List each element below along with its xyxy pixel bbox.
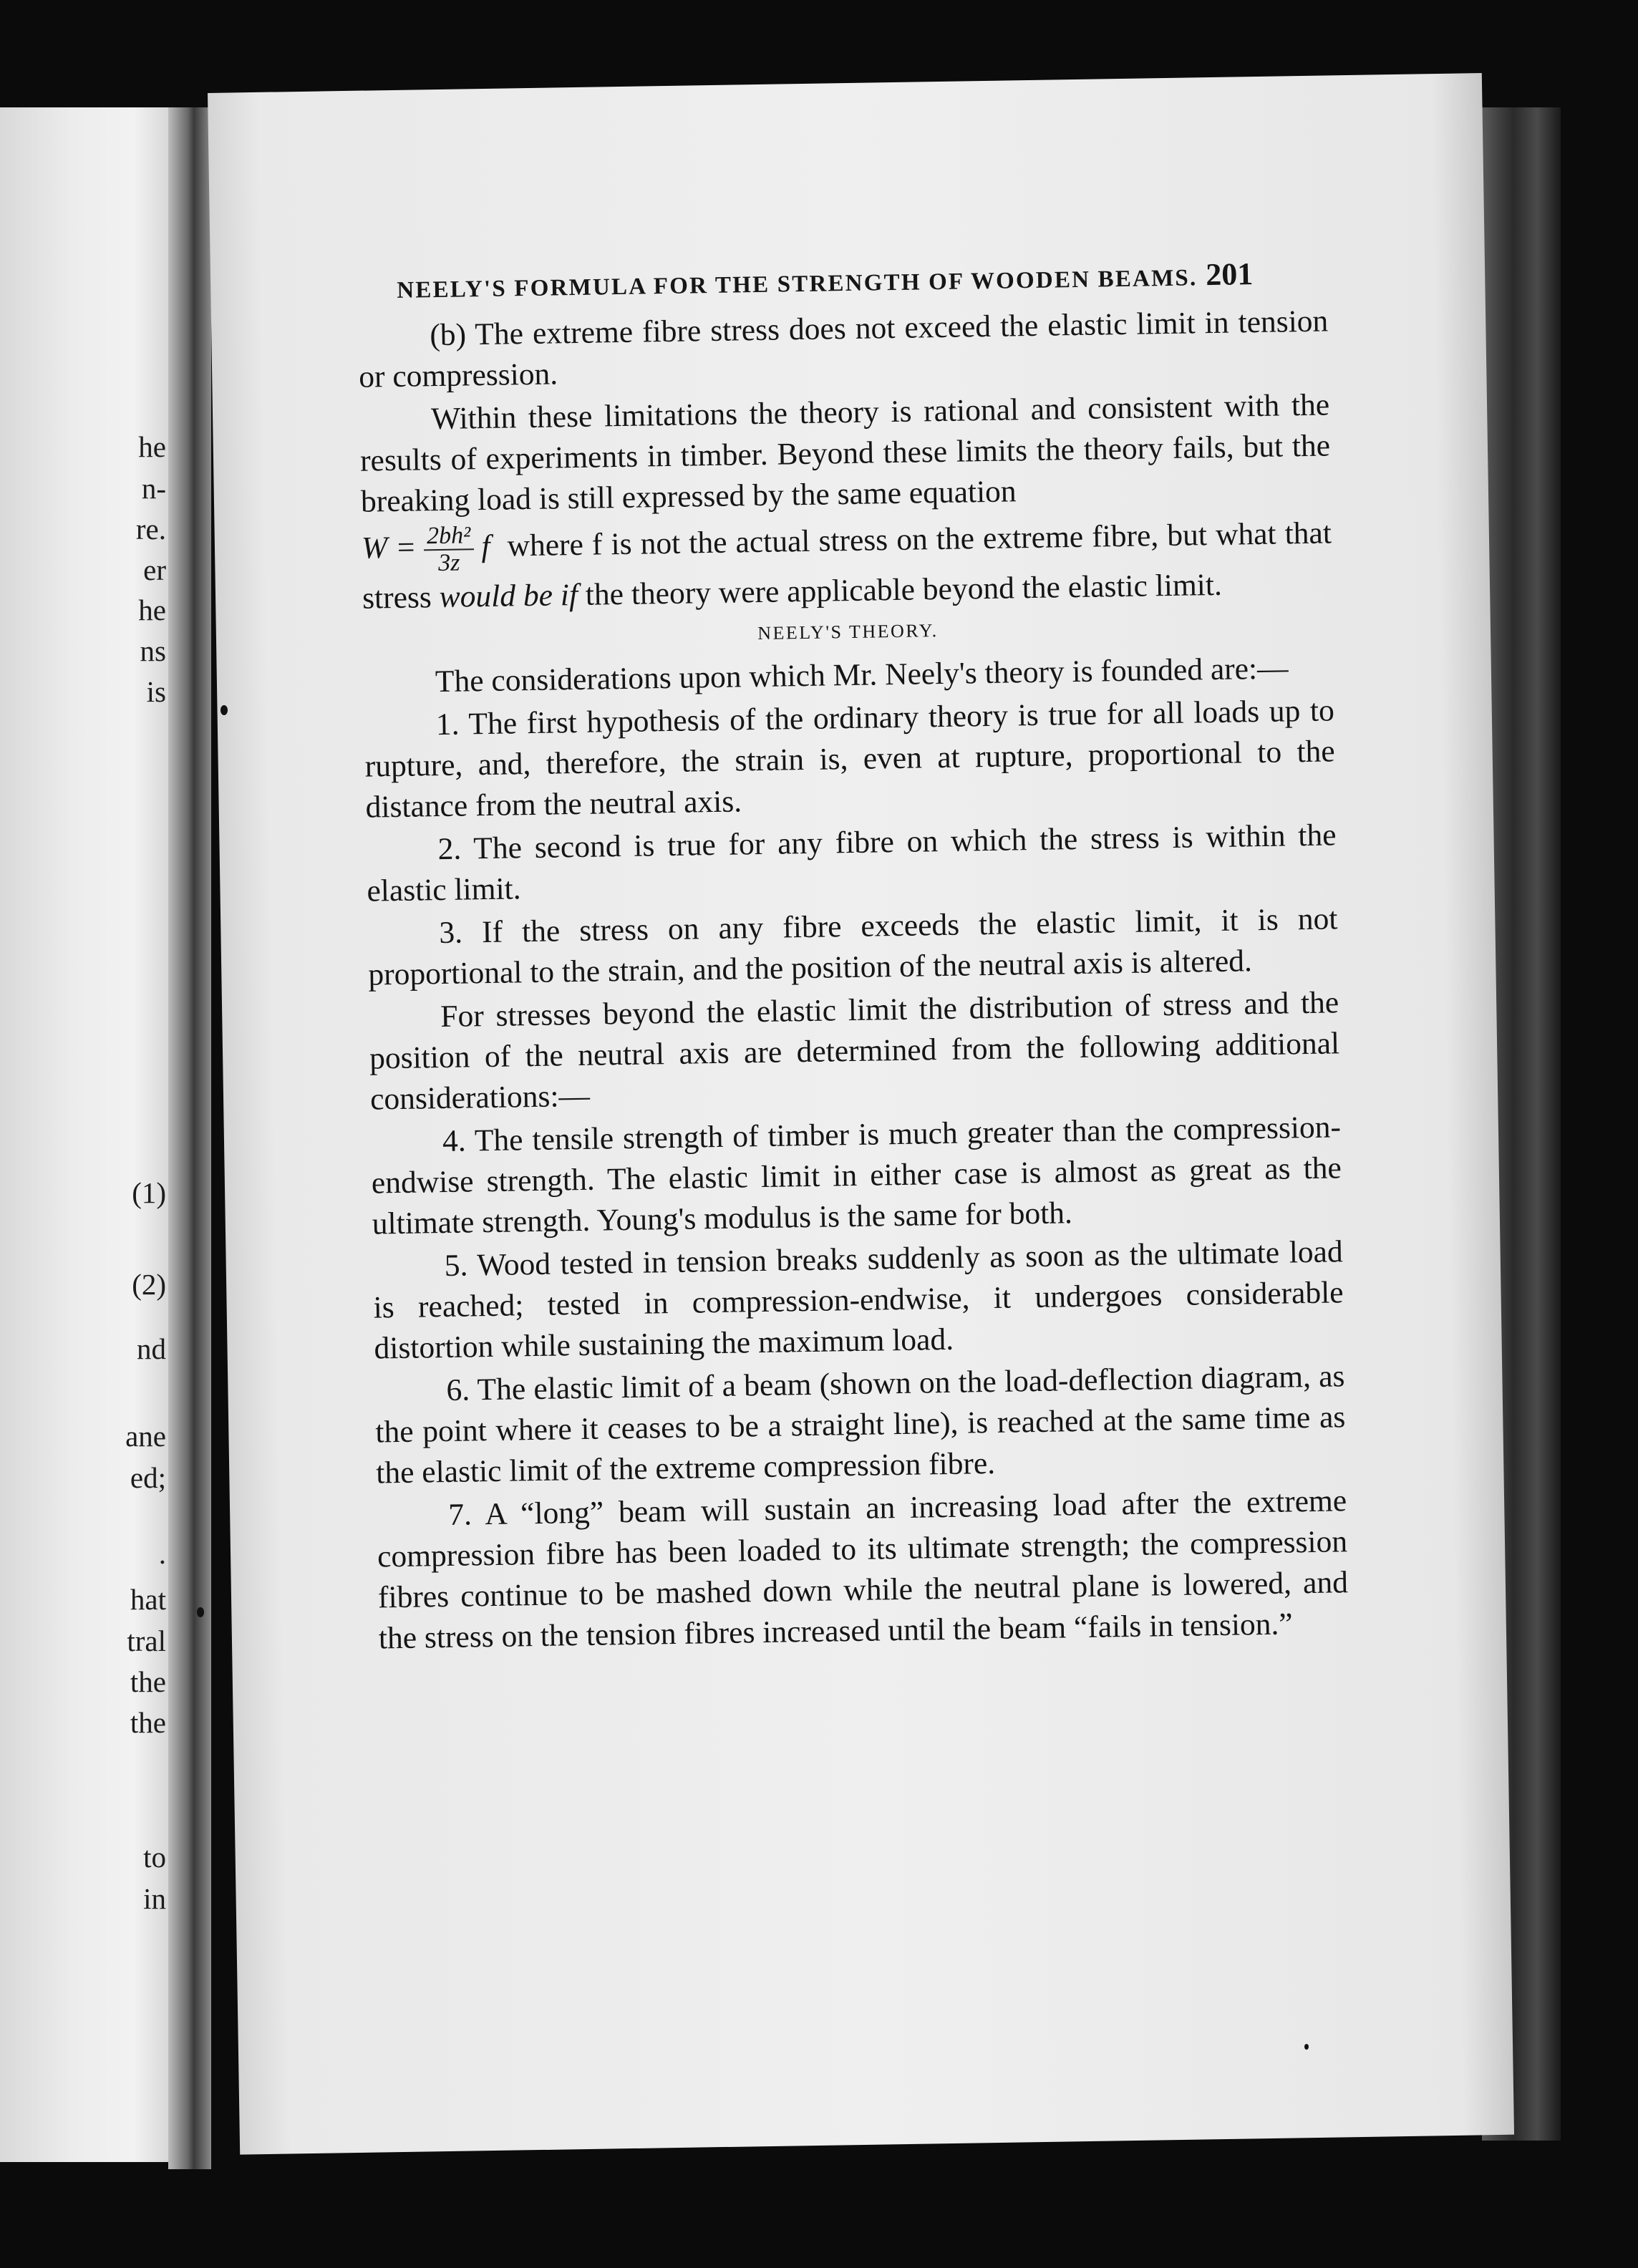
formula-factor: f	[481, 528, 490, 564]
left-page-fragment: (1)	[132, 1176, 166, 1209]
list-item: 1. The first hypothesis of the ordinary theory is true for all loads up to rupture, and, therefore, the strain is, even at rupture, proportional to the distance from the neutral axis.	[364, 693, 1336, 825]
page-number: 201	[1205, 256, 1254, 293]
formula-paragraph	[361, 509, 1332, 619]
left-page-fragment: (2)	[132, 1268, 166, 1301]
formula-explanation: where f is not the actual stress on the extreme fibre, but what that stress	[362, 515, 1332, 616]
book-page	[208, 73, 1514, 2155]
formula-fraction	[424, 523, 474, 576]
left-page-fragment: re.	[135, 513, 166, 546]
left-page-fragment: er	[143, 553, 166, 586]
list-item: 4. The tensile strength of timber is much greater than the compression-endwise strength. The elastic limit in either case is almost as great as the ultimate strength. Young's modulus is the same for both.	[371, 1110, 1342, 1241]
left-page-fragment: hat	[130, 1583, 166, 1616]
paragraph: For stresses beyond the elastic limit the distribution of stress and the position of the neutral axis are determined from the following additional considerations:—	[369, 985, 1340, 1117]
left-page-fragment: is	[146, 675, 166, 708]
left-page-fragment: ed;	[130, 1461, 166, 1494]
speck-mark	[1304, 2044, 1309, 2050]
left-page-fragment: the	[130, 1665, 166, 1698]
emphasis-text: would be if	[439, 577, 578, 615]
formula-explanation-tail: the theory were applicable beyond the elastic limit.	[585, 567, 1223, 612]
formula-denominator: 3z	[437, 549, 460, 577]
body-text	[358, 301, 1349, 1661]
beam-formula	[361, 523, 490, 578]
binding-hole-mark	[197, 1607, 204, 1617]
paragraph: The considerations upon which Mr. Neely's theory is founded are:—	[435, 651, 1289, 699]
left-page-fragment: .	[158, 1537, 166, 1570]
section-heading: NEELY'S THEORY.	[757, 620, 939, 644]
header-title: NEELY'S FORMULA FOR THE STRENGTH OF WOODEN BEAMS.	[397, 265, 1198, 304]
left-page-fragment: nd	[137, 1332, 166, 1365]
left-page-fragment: to	[143, 1841, 166, 1874]
list-item: 5. Wood tested in tension breaks suddenly as soon as the ultimate load is reached; tested in compression-endwise, it undergoes considerable distortion while sustaining the maximum load.	[373, 1234, 1344, 1366]
formula-numerator: 2bh²	[424, 523, 474, 551]
list-item: 6. The elastic limit of a beam (shown on the load-deflection diagram, as the point where it ceases to be a straight line), is reached at the same time as the elastic limit of the extreme compression fibre.	[375, 1359, 1346, 1491]
left-page-fragment: tral	[127, 1624, 166, 1657]
list-item: 7. A “long” beam will sustain an increasing load after the extreme compression fibre has been loaded to its ultimate strength; the compression fibres continue to be mashed down while the neutral plane is lowered, and the stress on the tension fibres increased until the beam “fails in tension.”	[377, 1483, 1349, 1656]
left-page-fragment: the	[130, 1706, 166, 1739]
book-gutter	[168, 107, 211, 2169]
paragraph: Within these limitations the theory is rational and consistent with the results of experiments in timber. Beyond these limits the theory fails, but the breaking load is still expressed by the same equation	[359, 387, 1331, 519]
paragraph: (b) The extreme fibre stress does not exceed the elastic limit in tension or compression.	[358, 304, 1329, 394]
left-page-fragment: in	[143, 1882, 166, 1915]
left-page-fragment: ane	[125, 1420, 166, 1453]
list-item: 2. The second is true for any fibre on which the stress is within the elastic limit.	[367, 818, 1337, 908]
left-page-fragment: he	[138, 430, 166, 463]
left-page-fragment: he	[138, 593, 166, 626]
formula-lhs: W =	[361, 530, 417, 566]
list-item: 3. If the stress on any fibre exceeds the elastic limit, it is not proportional to the strain, and the position of the neutral axis is altered.	[367, 901, 1338, 992]
previous-page	[0, 107, 179, 2162]
binding-hole-mark	[220, 705, 228, 715]
left-page-fragment: n-	[141, 472, 166, 505]
running-header	[397, 253, 1400, 306]
left-page-fragment: ns	[140, 634, 166, 667]
